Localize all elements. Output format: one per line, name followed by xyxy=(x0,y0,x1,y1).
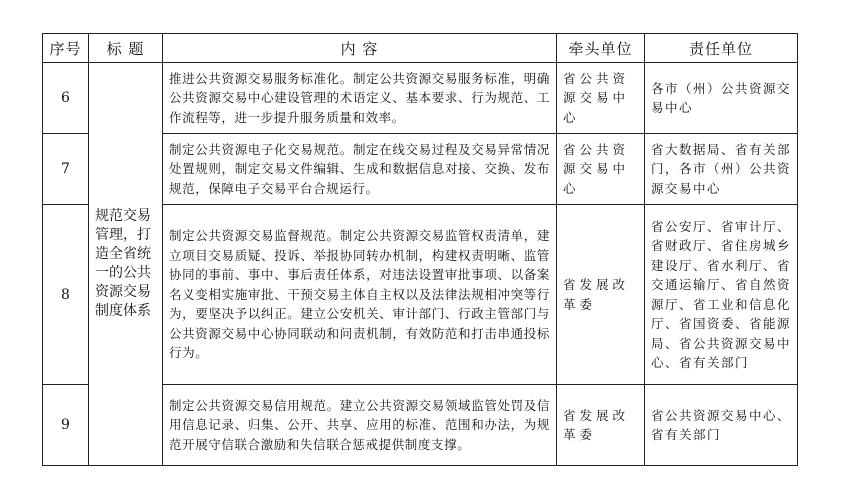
row-number: 8 xyxy=(43,205,89,385)
row-number: 9 xyxy=(43,385,89,466)
row-content: 制定公共资源交易信用规范。建立公共资源交易领域监管处罚及信用信息记录、归集、公开、共享、应用的标准、范围和办法，为规范开展守信联合激励和失信联合惩戒提供制度支撑。 xyxy=(163,385,557,466)
row-content: 推进公共资源交易服务标准化。制定公共资源交易服务标准，明确公共资源交易中心建设管理的术语定义、基本要求、行为规范、工作流程等，进一步提升服务质量和效率。 xyxy=(163,63,557,134)
table-row xyxy=(43,63,798,134)
group-title: 规范交易管理，打造全省统一的公共资源交易制度体系 xyxy=(89,63,163,466)
row-lead-unit: 省公共资源交易中心 xyxy=(557,134,645,205)
header-content: 内 容 xyxy=(163,34,557,63)
policy-table xyxy=(42,33,798,466)
row-responsible-units: 省大数据局、省有关部门，各市（州）公共资源交易中心 xyxy=(645,134,798,205)
row-lead-unit: 省发展改革委 xyxy=(557,205,645,385)
row-lead-unit: 省发展改革委 xyxy=(557,385,645,466)
row-content: 制定公共资源交易监督规范。制定公共资源交易监管权责清单，建立项目交易质疑、投诉、举报协同转办机制，构建权责明晰、监管协同的事前、事中、事后责任体系，对违法设置审批事项、以备案名义变相实施审批、干预交易主体自主权以及法律法规相冲突等行为，要坚决予以纠正。建立公安机关、审计部门、行政主管部门与公共资源交易中心协同联动和问责机制，有效防范和打击串通投标行为。 xyxy=(163,205,557,385)
row-responsible-units: 省公共资源交易中心、省有关部门 xyxy=(645,385,798,466)
header-lead: 牵头单位 xyxy=(557,34,645,63)
header-row xyxy=(43,34,798,63)
row-responsible-units: 省公安厅、省审计厅、省财政厅、省住房城乡建设厅、省水利厅、省交通运输厅、省自然资源厅、省工业和信息化厅、省国资委、省能源局、省公共资源交易中心、省有关部门 xyxy=(645,205,798,385)
row-number: 7 xyxy=(43,134,89,205)
row-number: 6 xyxy=(43,63,89,134)
header-title: 标 题 xyxy=(89,34,163,63)
header-num: 序号 xyxy=(43,34,89,63)
row-responsible-units: 各市（州）公共资源交易中心 xyxy=(645,63,798,134)
row-content: 制定公共资源电子化交易规范。制定在线交易过程及交易异常情况处置规则，制定交易文件编辑、生成和数据信息对接、交换、发布规范，保障电子交易平台合规运行。 xyxy=(163,134,557,205)
row-lead-unit: 省公共资源交易中心 xyxy=(557,63,645,134)
header-resp: 责任单位 xyxy=(645,34,798,63)
